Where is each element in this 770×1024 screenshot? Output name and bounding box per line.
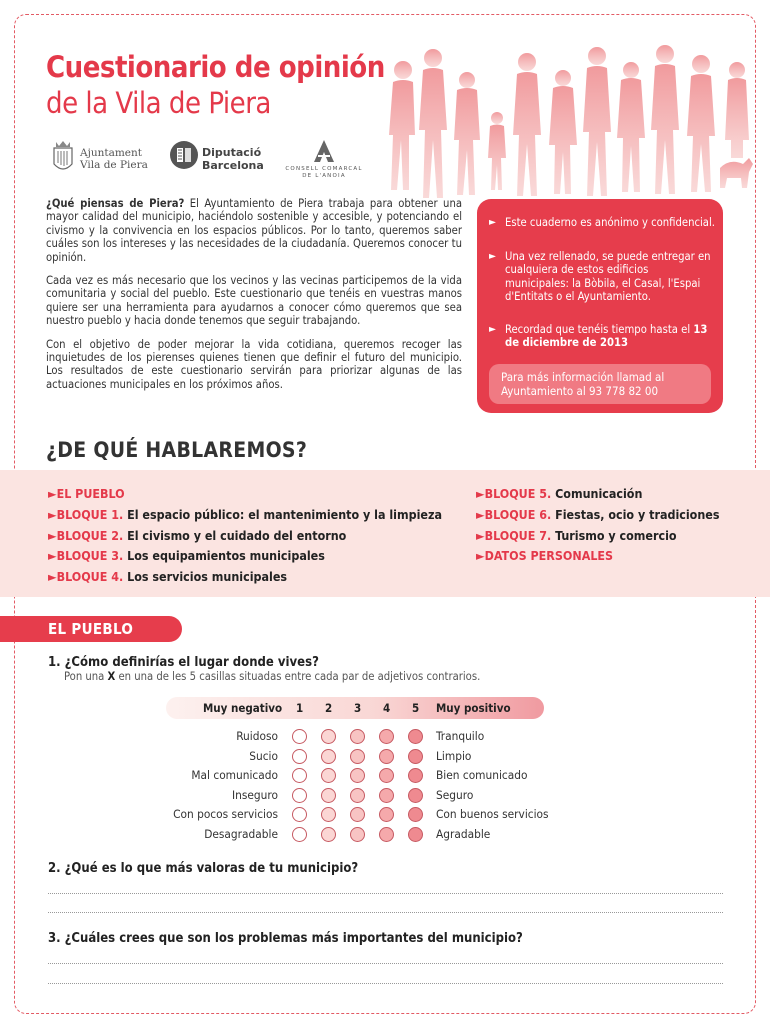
rating-radio-2[interactable] — [321, 729, 336, 744]
arrow-right-icon: ► — [476, 548, 485, 564]
rating-radio-2[interactable] — [321, 827, 336, 842]
q1-sub-x: X — [107, 670, 116, 683]
arrow-right-icon: ► — [48, 548, 57, 564]
question-1-title: 1. ¿Cómo definirías el lugar donde vives? — [48, 655, 319, 670]
block-tag: BLOQUE 3. — [56, 548, 124, 564]
arrow-right-icon: ► — [48, 486, 57, 501]
arrow-right-icon: ► — [48, 569, 57, 585]
rating-radio-5[interactable] — [408, 729, 423, 744]
info-item-2-text: Una vez rellenado, se puede entregar en cualquiera de estos edificios municipales: la Bòbila, el Casal, l'Espai d'Entitats o el Ayuntamiento. — [505, 250, 711, 304]
block-item — [476, 484, 719, 505]
block-text: Los equipamientos municipales — [123, 548, 325, 564]
block-text: Los servicios municipales — [123, 569, 288, 585]
info-item-1-text: Este cuaderno es anónimo y confidencial. — [505, 216, 715, 229]
diputacio-emblem-icon — [169, 138, 199, 172]
scale-number-3: 3 — [354, 701, 362, 715]
consell-emblem-icon — [278, 138, 370, 166]
arrow-right-icon: ► — [489, 324, 496, 335]
block-text: Fiestas, ocio y tradiciones — [551, 506, 720, 522]
rating-radio-4[interactable] — [379, 827, 394, 842]
scale-label-positive: Muy positivo — [436, 701, 511, 715]
rating-radio-5[interactable] — [408, 749, 423, 764]
adjective-positive: Agradable — [436, 827, 491, 841]
info-item-3-text: Recordad que tenéis tiempo hasta el — [505, 323, 694, 336]
q1-sub-pre: Pon una — [64, 670, 108, 683]
adjective-negative: Desagradable — [204, 827, 278, 841]
section-tab-el-pueblo — [0, 616, 182, 642]
contact-info: Para más información llamad al Ayuntamiento al 93 778 82 00 — [489, 364, 711, 404]
scale-label-negative: Muy negativo — [203, 701, 283, 715]
section-tab-label: EL PUEBLO — [48, 620, 134, 638]
adjective-negative: Con pocos servicios — [173, 807, 278, 822]
info-item-anonymous — [489, 216, 715, 229]
scale-number-4: 4 — [383, 701, 391, 715]
logo-diputacio — [169, 138, 264, 175]
logo-ajuntament-line1: Ajuntament — [80, 147, 142, 159]
block-text: Comunicación — [551, 486, 643, 501]
arrow-right-icon: ► — [489, 251, 496, 262]
info-box — [477, 199, 723, 413]
logo-consell-line1: CONSELL COMARCAL — [285, 166, 363, 172]
rating-radio-3[interactable] — [350, 788, 365, 803]
rating-radio-5[interactable] — [408, 827, 423, 842]
rating-radio-1[interactable] — [292, 827, 307, 842]
scale-number-5: 5 — [412, 701, 420, 715]
scale-number-2: 2 — [325, 701, 333, 715]
arrow-right-icon: ► — [476, 506, 485, 522]
arrow-right-icon: ► — [48, 506, 57, 522]
block-item — [476, 526, 719, 547]
arrow-right-icon: ► — [48, 527, 57, 543]
block-item — [48, 505, 442, 526]
intro-paragraph-2: Cada vez es más necesario que los vecinos y las vecinas participemos de la vida comunitaria y social del pueblo. Este cuestionario que tenéis en vuestras manos quiere ser una herramienta para ayudarnos a conocer cómo queremos que sea nuestro pueblo y hacia donde tenemos que seguir trabajando. — [46, 274, 462, 328]
block-text: Turismo y comercio — [551, 527, 677, 543]
answer-line[interactable] — [48, 983, 723, 984]
adjective-negative: Mal comunicado — [191, 768, 278, 783]
deadline-date: 13 de diciembre de 2013 — [505, 323, 708, 350]
answer-line[interactable] — [48, 963, 723, 964]
block-tag: EL PUEBLO — [56, 486, 125, 501]
rating-radio-4[interactable] — [379, 788, 394, 803]
block-item — [476, 505, 719, 526]
rating-radio-1[interactable] — [292, 729, 307, 744]
block-tag: BLOQUE 1. — [56, 506, 124, 522]
block-item — [48, 546, 442, 567]
block-tag: DATOS PERSONALES — [484, 548, 614, 564]
adjective-positive: Con buenos servicios — [436, 807, 549, 822]
block-item — [48, 484, 442, 505]
adjective-positive: Seguro — [436, 787, 474, 802]
intro-paragraph-1 — [46, 197, 462, 264]
adjective-negative: Ruidoso — [236, 729, 278, 743]
arrow-right-icon: ► — [489, 217, 496, 228]
adjective-positive: Bien comunicado — [436, 768, 528, 783]
logo-consell-line2: DE L'ANOIA — [302, 173, 346, 179]
scale-number-1: 1 — [296, 701, 304, 715]
blocks-list-left — [48, 484, 442, 588]
blocks-list-right — [476, 484, 719, 567]
logo-ajuntament-line2: Vila de Piera — [80, 159, 148, 171]
block-item — [476, 546, 719, 567]
block-tag: BLOQUE 6. — [484, 506, 552, 522]
rating-radio-4[interactable] — [379, 729, 394, 744]
arrow-right-icon: ► — [476, 527, 485, 543]
adjective-positive: Tranquilo — [436, 729, 485, 743]
intro-lead: ¿Qué piensas de Piera? — [46, 197, 185, 210]
block-item — [48, 567, 442, 588]
rating-radio-3[interactable] — [350, 749, 365, 764]
logo-ajuntament — [50, 138, 148, 179]
q1-sub-post: en una de les 5 casillas situadas entre cada par de adjetivos contrarios. — [115, 670, 481, 683]
block-item — [48, 526, 442, 547]
question-1-instructions — [64, 670, 480, 683]
info-item-delivery — [489, 250, 715, 304]
intro-paragraph-3: Con el objetivo de poder mejorar la vida cotidiana, queremos recoger las inquietudes de los pierenses quienes tienen que definir el futuro del municipio. Los resultados de este cuestionario servirán para priorizar algunas de las actuaciones municipales en los próximos años. — [46, 337, 462, 391]
adjective-negative: Inseguro — [232, 787, 278, 802]
intro-text — [46, 197, 462, 401]
block-text: El espacio público: el mantenimiento y la limpieza — [123, 506, 442, 522]
rating-radio-5[interactable] — [408, 788, 423, 803]
coat-of-arms-icon — [50, 138, 76, 176]
people-silhouettes-illustration — [385, 40, 757, 200]
logo-diputacio-line2: Barcelona — [202, 159, 264, 172]
rating-radio-1[interactable] — [292, 749, 307, 764]
logos — [46, 138, 386, 180]
rating-radio-4[interactable] — [379, 749, 394, 764]
adjective-negative: Sucio — [249, 748, 278, 763]
block-tag: BLOQUE 4. — [56, 569, 124, 585]
page-subtitle: de la Vila de Piera — [46, 86, 271, 120]
rating-radio-2[interactable] — [321, 788, 336, 803]
section-title: ¿DE QUÉ HABLAREMOS? — [46, 438, 308, 462]
rating-radio-2[interactable] — [321, 749, 336, 764]
question-2-title: 2. ¿Qué es lo que más valoras de tu municipio? — [48, 861, 359, 876]
block-tag: BLOQUE 5. — [484, 486, 552, 501]
rating-radio-3[interactable] — [350, 729, 365, 744]
block-tag: BLOQUE 2. — [56, 527, 124, 543]
rating-radio-1[interactable] — [292, 788, 307, 803]
question-3-title: 3. ¿Cuáles crees que son los problemas más importantes del municipio? — [48, 931, 523, 946]
rating-radio-3[interactable] — [350, 827, 365, 842]
page-title: Cuestionario de opinión — [46, 50, 385, 84]
logo-diputacio-line1: Diputació — [202, 146, 262, 159]
info-item-deadline — [489, 323, 715, 350]
intro-p1-body: El Ayuntamiento de Piera trabaja para obtener una mayor calidad del municipio, haciéndolo sostenible y accesible, y potenciando el civismo y la convivencia en los espacios públicos. Por lo tanto, queremos saber cuáles son los intereses y las necesidades de la ciudadanía. Queremos conocer tu opinión. — [46, 197, 462, 264]
arrow-right-icon: ► — [476, 486, 485, 501]
answer-line[interactable] — [48, 912, 723, 913]
answer-line[interactable] — [48, 893, 723, 894]
block-text: El civismo y el cuidado del entorno — [123, 527, 347, 543]
logo-consell-comarcal — [278, 138, 370, 179]
adjective-positive: Limpio — [436, 748, 472, 763]
block-tag: BLOQUE 7. — [484, 527, 552, 543]
